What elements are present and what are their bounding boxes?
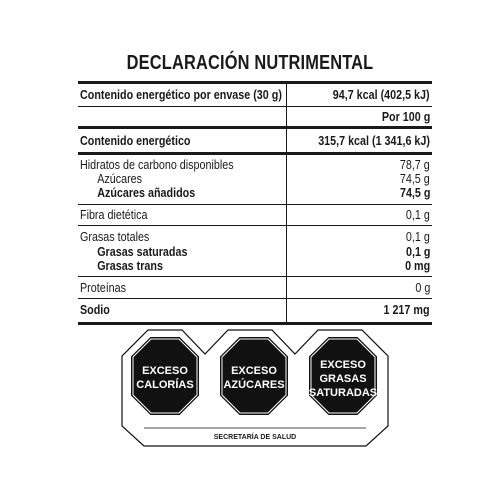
energy-value: 315,7 kcal (1 341,6 kJ)	[318, 134, 430, 148]
rule-after-package	[78, 106, 432, 107]
trans-fats-label: Grasas trans	[97, 259, 163, 273]
seal2-line2: AZÚCARES	[223, 379, 285, 391]
seal2-line1: EXCESO	[231, 365, 277, 377]
rule-after-fiber	[78, 225, 432, 226]
sat-fats-label: Grasas saturadas	[97, 245, 188, 259]
warning-seals	[120, 328, 390, 448]
rule-after-energy	[78, 152, 432, 155]
sodium-label: Sodio	[80, 303, 110, 317]
fats-value: 0,1 g	[406, 230, 430, 244]
sugars-label: Azúcares	[97, 172, 143, 186]
table-bottom-rule	[78, 322, 432, 325]
energy-label: Contenido energético	[80, 134, 191, 148]
seal3-line1: EXCESO	[320, 359, 366, 371]
column-divider	[286, 84, 287, 322]
seal-exceso-grasas-saturadas	[308, 336, 378, 416]
added-sugars-label: Azúcares añadidos	[97, 186, 196, 200]
per100-header: Por 100 g	[381, 110, 430, 124]
sugars-value: 74,5 g	[400, 172, 430, 186]
seal1-line1: EXCESO	[142, 365, 188, 377]
protein-label: Proteínas	[80, 281, 127, 295]
sodium-value: 1 217 mg	[383, 303, 430, 317]
seal-exceso-calorias	[130, 336, 200, 416]
rule-after-fats	[78, 276, 432, 277]
rule-after-per100	[78, 126, 432, 129]
added-sugars-value: 74,5 g	[399, 186, 430, 200]
protein-value: 0 g	[415, 281, 430, 295]
carbs-label: Hidratos de carbono disponibles	[80, 158, 234, 172]
carbs-value: 78,7 g	[400, 158, 430, 172]
fats-label: Grasas totales	[80, 230, 150, 244]
label-title: DECLARACIÓN NUTRIMENTAL	[126, 52, 374, 74]
package-energy-value: 94,7 kcal (402,5 kJ)	[333, 88, 430, 102]
seal-exceso-azucares	[219, 336, 289, 416]
seal3-line2: GRASAS	[319, 373, 367, 385]
authority-label: SECRETARÍA DE SALUD	[213, 434, 297, 441]
seal1-line2: CALORÍAS	[136, 379, 194, 391]
table-top-rule	[78, 81, 432, 84]
seal3-line3: SATURADAS	[308, 387, 378, 399]
sat-fats-value: 0,1 g	[405, 245, 430, 259]
rule-after-protein	[78, 298, 432, 299]
trans-fats-value: 0 mg	[404, 259, 430, 273]
fiber-value: 0,1 g	[406, 208, 430, 222]
fiber-label: Fibra dietética	[80, 208, 148, 222]
package-energy-label: Contenido energético por envase (30 g)	[80, 88, 282, 102]
rule-after-carbs	[78, 204, 432, 205]
